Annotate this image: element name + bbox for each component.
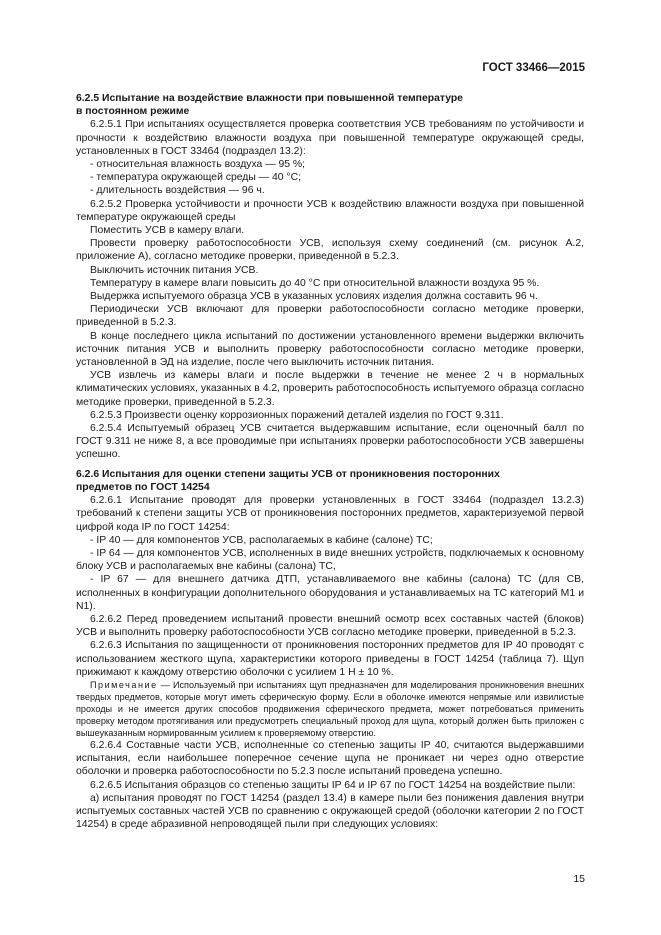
note-text: — Используемый при испытаниях щуп предназначен для моделирования проникновения внешних твердых предметов, которые могут иметь сферическую форму. Если в оболочке имеются непрямые или извилистые проходы и не имеется других способов продвижения сферического предмета, может потребоваться применить проверку методом протягивания или предусмотреть специальный проход для щупа, который должен быть приложен с вышеуказанным нормированным усилием к проверяемому отверстию. bbox=[76, 679, 584, 738]
paragraph: Выключить источник питания УСВ. bbox=[90, 264, 259, 276]
paragraph: 6.2.5.3 Произвести оценку коррозионных поражений деталей изделия по ГОСТ 9.311. bbox=[90, 409, 504, 421]
heading-line: 6.2.5 Испытание на воздействие влажности при повышенной температуре bbox=[76, 93, 463, 104]
list-item: - IP 64 — для компонентов УСВ, исполненных в виде внешних устройств, подключаемых к основному блоку УСВ и располагаемых вне кабины (салона) ТС, bbox=[76, 547, 584, 573]
paragraph: Выдержка испытуемого образца УСВ в указанных условиях изделия должна составить 96 ч. bbox=[90, 291, 538, 303]
list-item: - температура окружающей среды — 40 °С; bbox=[90, 172, 301, 184]
paragraph: 6.2.6.2 Перед проведением испытаний провести внешний осмотр всех составных частей (блоков) УСВ и выполнить проверку работоспособности УСВ согласно методике проверки, приведенной в 5.2.3. bbox=[76, 613, 584, 639]
note-label: Примечание bbox=[90, 679, 158, 690]
page-number: 15 bbox=[573, 873, 585, 885]
page-body bbox=[76, 92, 584, 831]
paragraph: 6.2.6.1 Испытание проводят для проверки установленных в ГОСТ 33464 (подраздел 13.2.3) требований к степени защиты УСВ от проникновения посторонних предметов, характеризуемой первой цифрой кода IP по ГОСТ 14254: bbox=[76, 495, 584, 533]
paragraph: а) испытания проводят по ГОСТ 14254 (раздел 13.4) в камере пыли без понижения давления внутри испытуемых составных частей УСВ по сравнению с окружающей средой (оболочки категории 2 по ГОСТ 14254) в среде абразивной непроводящей пыли при следующих условиях: bbox=[76, 792, 584, 831]
document-number: ГОСТ 33466—2015 bbox=[482, 62, 585, 74]
list-item: - относительная влажность воздуха — 95 %; bbox=[90, 159, 306, 171]
paragraph: Температуру в камере влаги повысить до 40 °С при относительной влажности воздуха 95 %. bbox=[90, 277, 540, 289]
note bbox=[76, 679, 584, 739]
paragraph: УСВ извлечь из камеры влаги и после выдержки в течение не менее 2 ч в нормальных климатических условиях, указанных в 4.2, проверить работоспособность испытуемого образца согласно методике проверки, приведенной в 5.2.3. bbox=[76, 370, 584, 408]
section-heading bbox=[76, 468, 584, 494]
heading-line: в постоянном режиме bbox=[76, 106, 190, 118]
paragraph: 6.2.5.4 Испытуемый образец УСВ считается выдержавшим испытание, если оценочный балл по ГОСТ 9.311 не ниже 8, а все проводимые при испытаниях проверки работоспособности УСВ завершены успешно. bbox=[76, 423, 584, 461]
paragraph: 6.2.6.3 Испытания по защищенности от проникновения посторонних предметов для IP 40 проводят с использованием жесткого щупа, характеристики которого приведены в ГОСТ 14254 (таблица 7). Щуп прижимают к каждому отверстию оболочки с усилием 1 Н ± 10 %. bbox=[76, 640, 584, 678]
paragraph: Поместить УСВ в камеру влаги. bbox=[90, 225, 245, 237]
heading-line: 6.2.6 Испытания для оценки степени защиты УСВ от проникновения посторонних bbox=[76, 468, 500, 480]
paragraph: 6.2.6.4 Составные части УСВ, исполненные со степенью защиты IP 40, считаются выдержавшими испытания, если наибольшее поперечное сечение щупа не проникает ни через одно отверстие оболочки и проверка работоспособности по 5.2.3 после испытаний проведена успешно. bbox=[76, 739, 584, 778]
paragraph: 6.2.6.5 Испытания образцов со степенью защиты IP 64 и IP 67 по ГОСТ 14254 на воздействие пыли: bbox=[90, 779, 576, 791]
paragraph: В конце последнего цикла испытаний по достижении установленного времени выдержки включить источник питания УСВ и выполнить проверку работоспособности согласно методике проверки, установленной в ЭД на изделие, после чего выключить источник питания. bbox=[76, 330, 584, 369]
paragraph: 6.2.5.2 Проверка устойчивости и прочности УСВ к воздействию влажности воздуха при повышенной температуре окружающей среды bbox=[76, 198, 584, 223]
list-item: - IP 40 — для компонентов УСВ, располагаемых в кабине (салоне) ТС; bbox=[90, 534, 433, 546]
list-item: - IP 67 — для внешнего датчика ДТП, устанавливаемого вне кабины (салона) ТС (для СВ, исполненных в конфигурации дополнительного оборудования и устанавливаемых на ТС категорий М1 и N1). bbox=[76, 574, 584, 612]
heading-line: предметов по ГОСТ 14254 bbox=[76, 481, 210, 493]
section-heading bbox=[76, 92, 584, 118]
list-item: - длительность воздействия — 96 ч. bbox=[90, 185, 265, 197]
paragraph: 6.2.5.1 При испытаниях осуществляется проверка соответствия УСВ требованиям по устойчивости и прочности к воздействию влажности воздуха при повышенной температуре окружающей среды, установленных в ГОСТ 33464 (подраздел 13.2): bbox=[76, 119, 584, 157]
paragraph: Провести проверку работоспособности УСВ, используя схему соединений (см. рисунок А.2, приложение А), согласно методике проверки, приведенной в 5.2.3. bbox=[76, 238, 584, 263]
paragraph: Периодически УСВ включают для проверки работоспособности согласно методике проверки, приведенной в 5.2.3. bbox=[76, 304, 584, 329]
